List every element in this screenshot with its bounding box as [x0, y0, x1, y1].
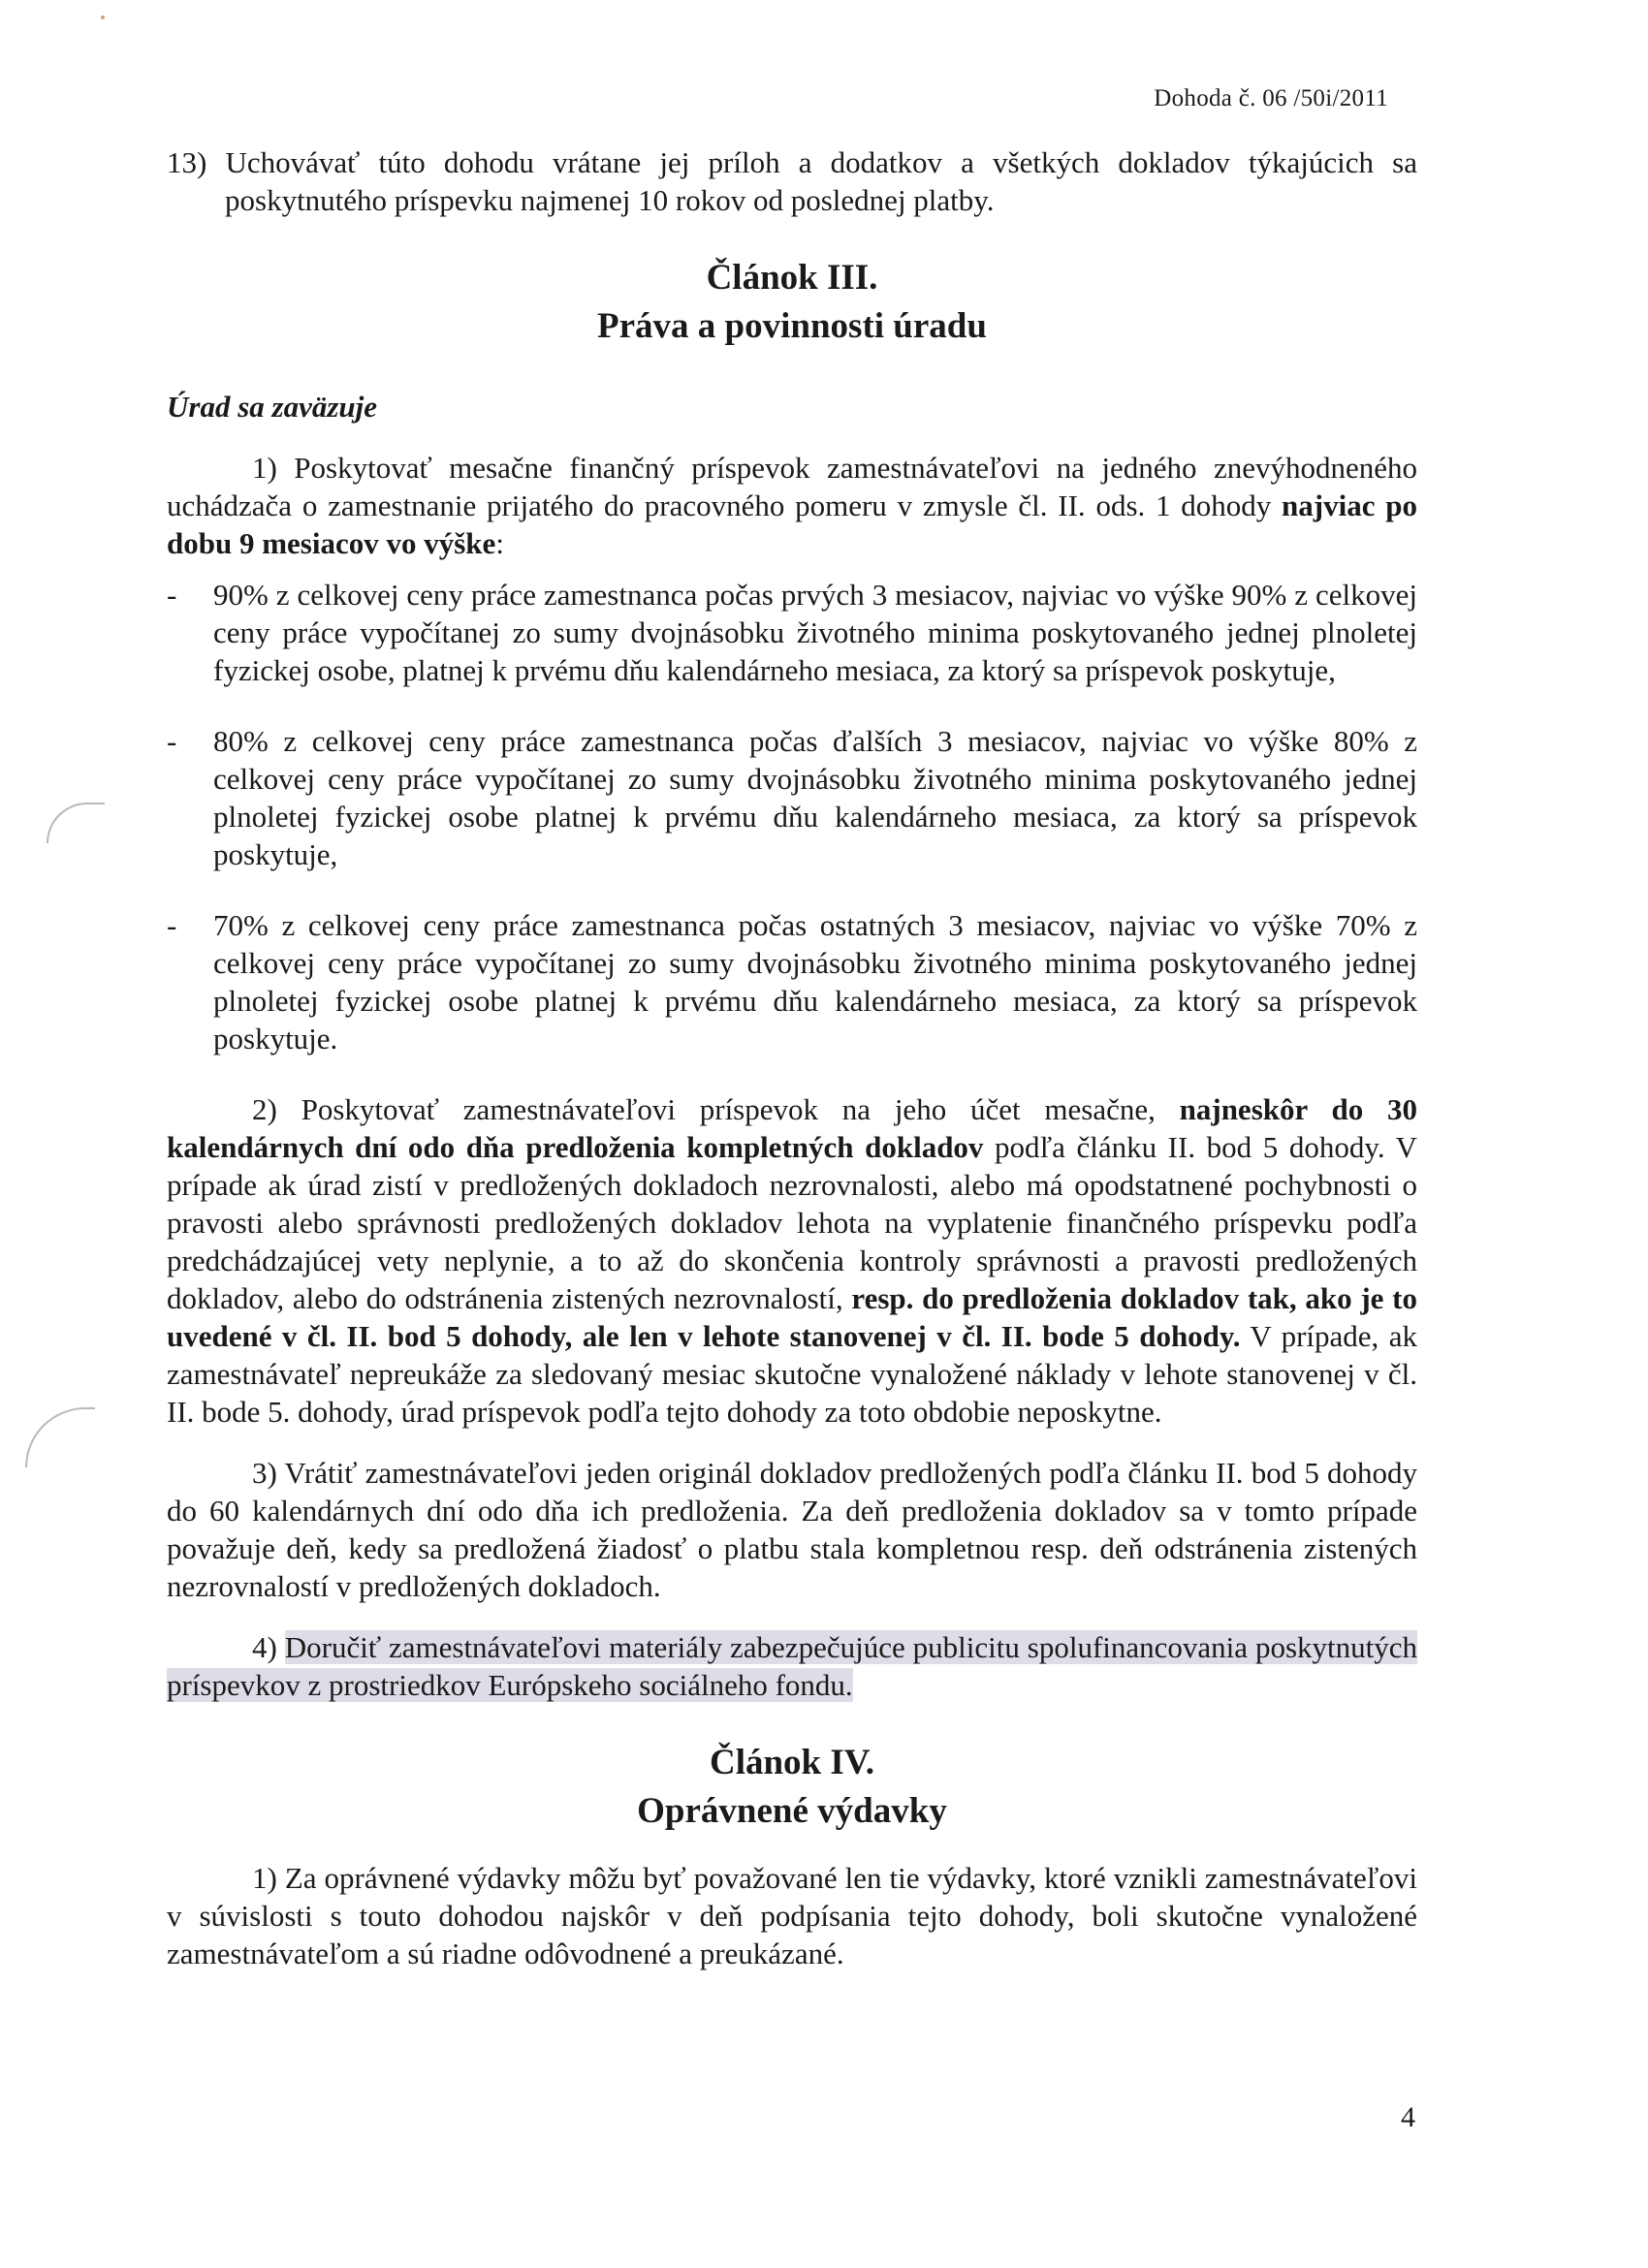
paragraph-text: 2) Poskytovať zamestnávateľovi príspevok na jeho účet mesačne, — [252, 1092, 1180, 1126]
bullet-dash: - — [167, 908, 177, 942]
paragraph-text: V prípade, ak zamestnávateľ nepreukáže za sledovaný mesiac skutočne vynaložené náklady v lehote stanovenej v čl. II. bode 5. dohody, úrad príspevok podľa tejto dohody za toto obdobie neposkytne. — [167, 1319, 1417, 1429]
article-3-heading — [167, 254, 1417, 351]
article-4-heading — [167, 1739, 1417, 1836]
highlighted-text: Doručiť zamestnávateľovi materiály zabezpečujúce publicitu spolufinancovania poskytnutých príspevkov z prostriedkov Európskeho sociálneho fondu. — [167, 1630, 1417, 1702]
paragraph-text: podľa článku II. bod 5 dohody. V prípade ak úrad zistí v predložených dokladoch nezrovnalosti, alebo má opodstatnené pochybnosti o pravosti alebo správnosti predložených dokladov lehota na vyplatenie finančného príspevku podľa predchádzajúcej vety neplynie, a to až do skončenia kontroly správnosti a pravosti predložených dokladov, alebo do odstránenia zistených nezrovnalostí, — [167, 1130, 1417, 1315]
article-3-paragraph-2 — [167, 1090, 1417, 1431]
article-3-paragraph-4 — [167, 1628, 1417, 1704]
item-13: 13) Uchovávať túto dohodu vrátane jej príloh a dodatkov a všetkých dokladov týkajúcich sa poskytnutého príspevku najmenej 10 rokov od poslednej platby. — [167, 145, 1417, 217]
scan-mark — [47, 803, 105, 843]
paragraph-bold: resp. do predloženia dokladov tak, ako je to uvedené v čl. II. bod 5 dohody, ale len v lehote stanovenej v čl. II. bode 5 dohody. — [167, 1281, 1417, 1353]
article-3-title: Článok III. — [706, 258, 878, 298]
bullet-dash: - — [167, 724, 177, 758]
paragraph-colon: : — [495, 526, 504, 560]
paragraph-bold: najneskôr do 30 kalendárnych dní odo dňa predloženia kompletných dokladov — [167, 1092, 1417, 1164]
document-body — [167, 143, 1417, 1972]
page-number: 4 — [1401, 2101, 1415, 2133]
article-3-paragraph-1 — [167, 449, 1417, 562]
article-3-intro: Úrad sa zaväzuje — [167, 390, 378, 424]
article-4-title: Článok IV. — [709, 1743, 874, 1782]
scan-speck — [101, 16, 105, 19]
list-item-text: 80% z celkovej ceny práce zamestnanca počas ďalších 3 mesiacov, najviac vo výške 80% z celkovej ceny práce vypočítanej zo sumy dvojnásobku životného minima poskytovaného jednej plnoletej fyzickej osobe platnej k prvému dňu kalendárneho mesiaca, za ktorý sa príspevok poskytuje, — [213, 724, 1417, 871]
article-4-paragraph-1: 1) Za oprávnené výdavky môžu byť považované len tie výdavky, ktoré vznikli zamestnávateľovi v súvislosti s touto dohodou najskôr v deň podpísania tejto dohody, boli skutočne vynaložené zamestnávateľom a sú riadne odôvodnené a preukázané. — [167, 1861, 1417, 1970]
list-item — [167, 906, 1417, 1057]
paragraph-number: 4) — [252, 1630, 285, 1664]
article-4-subtitle: Oprávnené výdavky — [637, 1791, 947, 1831]
article-3-paragraph-3: 3) Vrátiť zamestnávateľovi jeden originál dokladov predložených podľa článku II. bod 5 dohody do 60 kalendárnych dní odo dňa ich predloženia. Za deň predloženia dokladov sa v tomto prípade považuje deň, kedy sa predložená žiadosť o platbu stala kompletnou resp. deň odstránenia zistených nezrovnalostí v predložených dokladoch. — [167, 1456, 1417, 1603]
scan-mark — [25, 1407, 95, 1467]
list-item — [167, 722, 1417, 873]
list-item-text: 90% z celkovej ceny práce zamestnanca počas prvých 3 mesiacov, najviac vo výške 90% z celkovej ceny práce vypočítanej zo sumy dvojnásobku životného minima poskytovaného jednej plnoletej fyzickej osobe, platnej k prvému dňu kalendárneho mesiaca, za ktorý sa príspevok poskytuje, — [213, 578, 1417, 687]
bullet-dash: - — [167, 578, 177, 612]
agreement-reference: Dohoda č. 06 /50i/2011 — [1154, 85, 1388, 111]
paragraph-bold: najviac po dobu 9 mesiacov vo výške — [167, 488, 1417, 560]
article-3-subtitle: Práva a povinnosti úradu — [597, 306, 987, 346]
list-item-text: 70% z celkovej ceny práce zamestnanca počas ostatných 3 mesiacov, najviac vo výške 70% z celkovej ceny práce vypočítanej zo sumy dvojnásobku životného minima poskytovaného jednej plnoletej fyzickej osobe platnej k prvému dňu kalendárneho mesiaca, za ktorý sa príspevok poskytuje. — [213, 908, 1417, 1055]
list-item — [167, 576, 1417, 689]
contribution-rates-list — [167, 576, 1417, 1057]
paragraph-text: 1) Poskytovať mesačne finančný príspevok zamestnávateľovi na jedného znevýhodneného uchádzača o zamestnanie prijatého do pracovného pomeru v zmysle čl. II. ods. 1 dohody — [167, 451, 1417, 522]
